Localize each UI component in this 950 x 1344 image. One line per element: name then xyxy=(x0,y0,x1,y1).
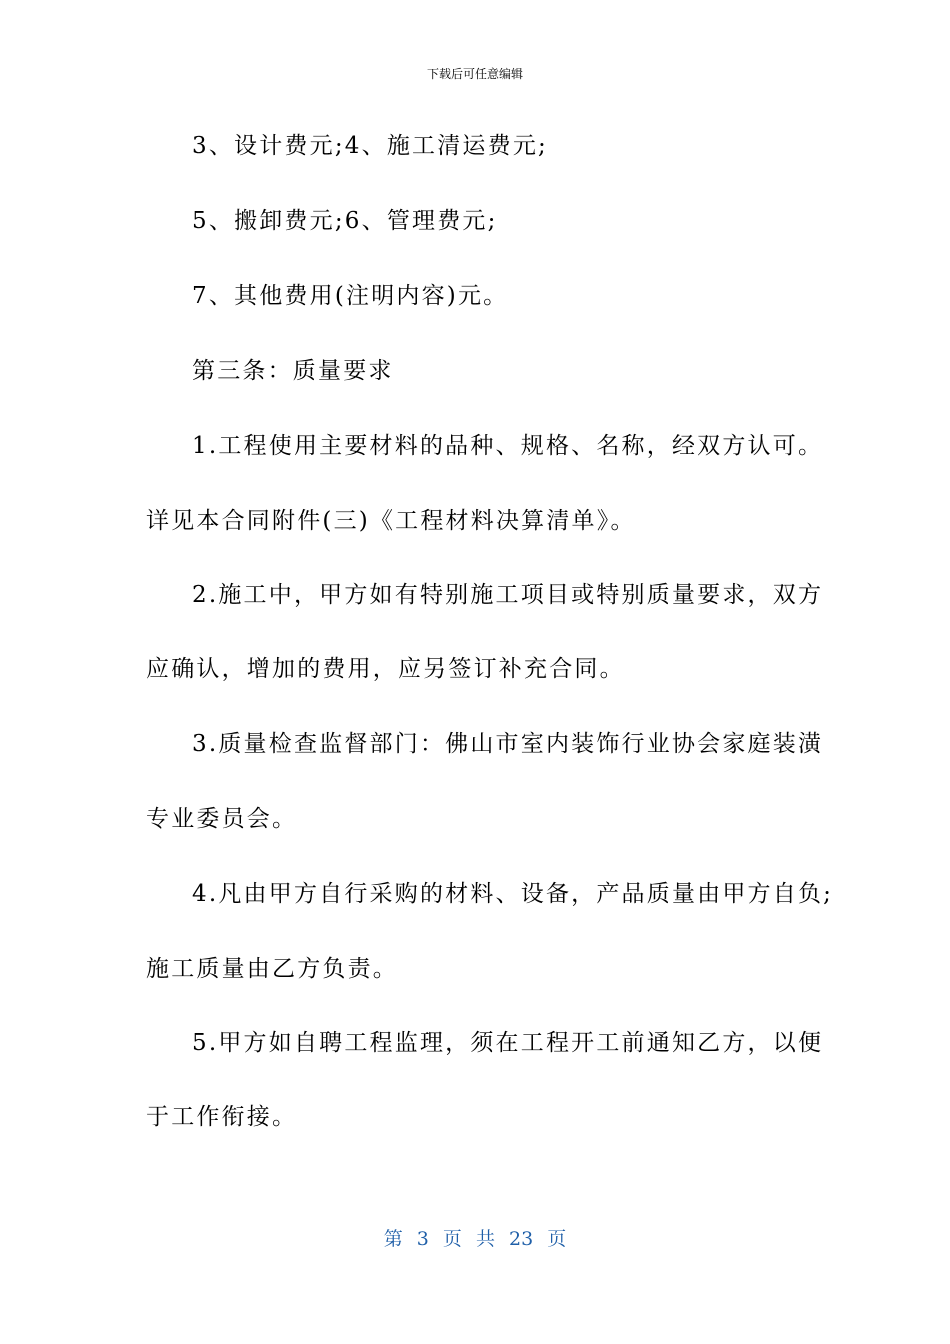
text-line: 4.凡由甲方自行采购的材料、设备，产品质量由甲方自负; xyxy=(192,881,834,907)
text-line: 3、设计费元;4、施工清运费元; xyxy=(192,133,548,159)
text-line: 7、其他费用(注明内容)元。 xyxy=(192,283,509,309)
text-line: 2.施工中，甲方如有特别施工项目或特别质量要求，双方 xyxy=(192,582,824,608)
text-line: 1.工程使用主要材料的品种、规格、名称，经双方认可。 xyxy=(192,433,824,459)
section-heading: 第三条：质量要求 xyxy=(192,358,394,384)
text-line: 于工作衔接。 xyxy=(146,1104,298,1130)
page-number: 第 3 页 共 23 页 xyxy=(383,1228,567,1250)
text-line: 详见本合同附件(三)《工程材料决算清单》。 xyxy=(146,508,636,534)
page-header-note: 下载后可任意编辑 xyxy=(426,67,523,81)
text-line: 5.甲方如自聘工程监理，须在工程开工前通知乙方，以便 xyxy=(192,1030,824,1056)
text-line: 应确认，增加的费用，应另签订补充合同。 xyxy=(146,656,625,682)
text-line: 专业委员会。 xyxy=(146,806,298,832)
text-line: 3.质量检查监督部门：佛山市室内装饰行业协会家庭装潢 xyxy=(192,731,824,757)
text-line: 施工质量由乙方负责。 xyxy=(146,956,398,982)
text-line: 5、搬卸费元;6、管理费元; xyxy=(192,208,498,234)
